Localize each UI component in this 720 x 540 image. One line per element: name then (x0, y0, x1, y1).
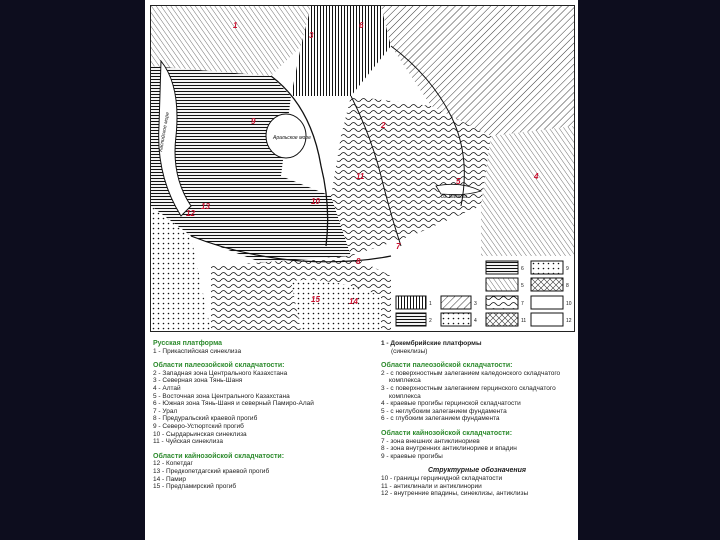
slide-page (145, 0, 578, 540)
left-pal-5: 5 - Восточная зона Центрального Казахстана (153, 392, 290, 400)
left-pal-3: 3 - Северная зона Тянь-Шаня (153, 377, 243, 385)
map-num-3: 3 (309, 31, 314, 40)
legend-code-12: 12 (566, 318, 572, 324)
right-pal-5: 5 - с неглубоким залеганием фундамента (381, 407, 507, 415)
right-cen-8: 8 - зона внутренних антиклинориев и впадин (381, 445, 517, 453)
russian-platform-item: 1 - Прикаспийская синеклиза (153, 347, 242, 355)
left-pal-2: 2 - Западная зона Центрального Казахстана (153, 369, 288, 377)
left-pal-10: 10 - Сырдарьинская синеклиза (153, 430, 247, 438)
struct-10: 10 - границы герцинидной складчатости (381, 474, 503, 482)
map-num-2: 2 (381, 121, 386, 130)
legend-code-1: 1 (429, 301, 432, 307)
left-cen-13: 13 - Предкопетдагский краевой прогиб (153, 467, 270, 475)
paleozoic-title-left: Области палеозойской складчатости: (153, 362, 285, 370)
map-num-7: 7 (396, 242, 401, 251)
cenozoic-title-left: Области кайнозойской складчатости: (153, 452, 285, 460)
legend-code-10: 10 (566, 301, 572, 307)
legend-code-9: 9 (566, 266, 569, 272)
map-num-9: 9 (251, 117, 256, 126)
russian-platform-title: Русская платформа (153, 340, 223, 347)
map-num-4: 4 (534, 172, 539, 181)
map-aral-label: Аральское море (273, 135, 311, 141)
left-pal-9: 9 - Северо-Устюртский прогиб (153, 422, 244, 430)
right-cen-9: 9 - краевые прогибы (381, 452, 443, 460)
legend-code-2: 2 (429, 318, 432, 324)
struct-12: 12 - внутренние впадины, синеклизы, антиклизы (381, 490, 529, 498)
right-cen-7: 7 - зона внешних антиклинориев (381, 437, 480, 445)
left-cen-15: 15 - Предпамирский прогиб (153, 483, 237, 491)
left-cen-14: 14 - Памир (153, 475, 187, 483)
tectonic-map (150, 5, 575, 332)
map-num-11: 11 (356, 172, 365, 181)
map-num-8: 8 (356, 257, 361, 266)
left-pal-4: 4 - Алтай (153, 384, 181, 392)
map-num-5: 5 (456, 177, 461, 186)
right-pal-4: 4 - краевые прогибы герцинской складчатости (381, 400, 521, 408)
precambrian-title: 1 - Докембрийские платформы (381, 340, 482, 347)
map-num-6: 6 (359, 21, 364, 30)
right-pal-3: 3 - с поверхностным залеганием герцинского складчатого комплекса (381, 384, 556, 400)
precambrian-sub: (синеклизы) (391, 347, 428, 355)
left-pal-11: 11 - Чуйская синеклиза (153, 438, 223, 446)
map-num-12: 12 (186, 209, 195, 218)
left-cen-12: 12 - Копетдаг (153, 460, 193, 468)
legend-code-4: 4 (474, 318, 477, 324)
legend-code-6: 6 (521, 266, 524, 272)
map-num-15: 15 (311, 295, 320, 304)
legend-code-3: 3 (474, 301, 477, 307)
structural-title: Структурные обозначения (428, 467, 526, 475)
map-balkhash-label: оз. Балхаш (441, 194, 468, 200)
map-drawing (151, 6, 574, 331)
left-pal-8: 8 - Предуральский краевой прогиб (153, 415, 258, 423)
legend-right (381, 340, 573, 498)
legend-code-8: 8 (566, 283, 569, 289)
legend-code-5: 5 (521, 283, 524, 289)
struct-11: 11 - антиклинали и антиклинории (381, 482, 482, 490)
map-num-13: 13 (201, 202, 210, 211)
legend-code-7: 7 (521, 301, 524, 307)
cenozoic-title-right: Области кайнозойской складчатости: (381, 429, 513, 437)
map-num-14: 14 (349, 297, 358, 306)
legend-left (153, 340, 363, 491)
right-pal-6: 6 - с глубоким залеганием фундамента (381, 415, 500, 423)
paleozoic-title-right: Области палеозойской складчатости: (381, 362, 513, 370)
region-east (481, 126, 574, 256)
map-num-1: 1 (233, 21, 238, 30)
left-pal-6: 6 - Южная зона Тянь-Шаня и северный Памиро-Алай (153, 400, 314, 408)
map-caspian-label: Каспийское море (158, 111, 171, 153)
right-pal-2: 2 - с поверхностным залеганием каледонского складчатого комплекса (381, 369, 561, 385)
legend-code-11: 11 (521, 318, 527, 324)
left-pal-7: 7 - Урал (153, 407, 178, 415)
map-num-10: 10 (311, 197, 320, 206)
